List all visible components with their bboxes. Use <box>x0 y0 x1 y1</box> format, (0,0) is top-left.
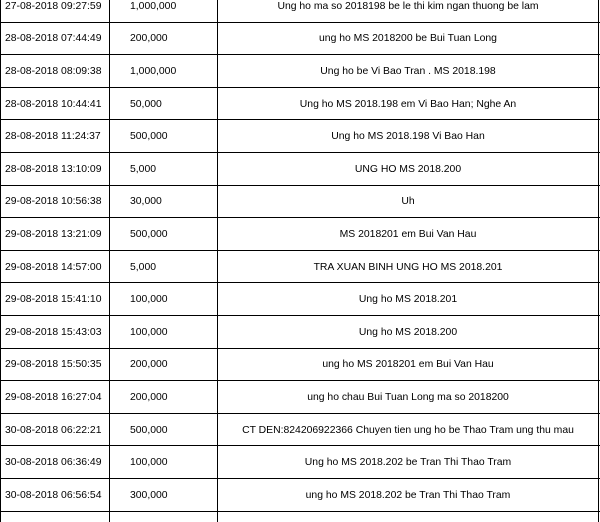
transaction-time: 28-08-2018 07:44:49 <box>0 23 110 56</box>
transaction-description: Ung ho MS 2018.200 <box>218 316 599 349</box>
transaction-amount: 30,000 <box>110 186 218 219</box>
table-row <box>0 0 600 23</box>
transaction-description: Ung ho be Vi Bao Tran . MS 2018.198 <box>218 55 599 88</box>
transaction-amount: 1,000,000 <box>110 0 218 23</box>
empty-cell <box>218 512 599 522</box>
transaction-description: Ung ho ma so 2018198 be le thi kim ngan thuong be lam <box>218 0 599 23</box>
transaction-time: 29-08-2018 14:57:00 <box>0 251 110 284</box>
transaction-amount: 100,000 <box>110 283 218 316</box>
transaction-time: 30-08-2018 06:22:21 <box>0 414 110 447</box>
transaction-amount: 200,000 <box>110 349 218 382</box>
transaction-amount: 500,000 <box>110 218 218 251</box>
table-row <box>0 55 600 88</box>
empty-cell <box>0 512 110 522</box>
transaction-description: ung ho chau Bui Tuan Long ma so 2018200 <box>218 381 599 414</box>
transaction-time: 30-08-2018 06:36:49 <box>0 446 110 479</box>
transaction-amount: 100,000 <box>110 446 218 479</box>
transaction-description: CT DEN:824206922366 Chuyen tien ung ho be Thao Tram ung thu mau <box>218 414 599 447</box>
transaction-time: 28-08-2018 10:44:41 <box>0 88 110 121</box>
table-row <box>0 479 600 512</box>
transaction-time: 28-08-2018 13:10:09 <box>0 153 110 186</box>
transaction-description: ung ho MS 2018.202 be Tran Thi Thao Tram <box>218 479 599 512</box>
table-row <box>0 414 600 447</box>
transaction-time: 28-08-2018 11:24:37 <box>0 120 110 153</box>
transaction-time: 29-08-2018 15:50:35 <box>0 349 110 382</box>
table-row <box>0 120 600 153</box>
transaction-amount: 100,000 <box>110 316 218 349</box>
table-row <box>0 316 600 349</box>
transaction-time: 30-08-2018 06:56:54 <box>0 479 110 512</box>
transaction-time: 29-08-2018 15:41:10 <box>0 283 110 316</box>
transaction-amount: 50,000 <box>110 88 218 121</box>
table-row <box>0 23 600 56</box>
transaction-description: MS 2018201 em Bui Van Hau <box>218 218 599 251</box>
transaction-time: 29-08-2018 10:56:38 <box>0 186 110 219</box>
table-row <box>0 446 600 479</box>
table-row <box>0 153 600 186</box>
table-row-partial <box>0 512 600 522</box>
transaction-description: ung ho MS 2018201 em Bui Van Hau <box>218 349 599 382</box>
transaction-description: ung ho MS 2018200 be Bui Tuan Long <box>218 23 599 56</box>
table-row <box>0 381 600 414</box>
transaction-time: 27-08-2018 09:27:59 <box>0 0 110 23</box>
table-row <box>0 218 600 251</box>
transaction-time: 29-08-2018 16:27:04 <box>0 381 110 414</box>
transaction-description: Uh <box>218 186 599 219</box>
transaction-amount: 200,000 <box>110 23 218 56</box>
empty-cell <box>110 512 218 522</box>
transaction-amount: 1,000,000 <box>110 55 218 88</box>
table-row <box>0 88 600 121</box>
transaction-time: 28-08-2018 08:09:38 <box>0 55 110 88</box>
transaction-description: Ung ho MS 2018.198 Vi Bao Han <box>218 120 599 153</box>
table-row <box>0 283 600 316</box>
transaction-description: Ung ho MS 2018.201 <box>218 283 599 316</box>
transaction-amount: 500,000 <box>110 414 218 447</box>
transaction-amount: 500,000 <box>110 120 218 153</box>
transaction-description: UNG HO MS 2018.200 <box>218 153 599 186</box>
transaction-description: Ung ho MS 2018.202 be Tran Thi Thao Tram <box>218 446 599 479</box>
transaction-time: 29-08-2018 13:21:09 <box>0 218 110 251</box>
transaction-amount: 200,000 <box>110 381 218 414</box>
table-row <box>0 251 600 284</box>
transaction-amount: 5,000 <box>110 251 218 284</box>
table-row <box>0 186 600 219</box>
table-row <box>0 349 600 382</box>
transaction-time: 29-08-2018 15:43:03 <box>0 316 110 349</box>
transaction-description: Ung ho MS 2018.198 em Vi Bao Han; Nghe An <box>218 88 599 121</box>
transaction-description: TRA XUAN BINH UNG HO MS 2018.201 <box>218 251 599 284</box>
transaction-amount: 300,000 <box>110 479 218 512</box>
transaction-amount: 5,000 <box>110 153 218 186</box>
